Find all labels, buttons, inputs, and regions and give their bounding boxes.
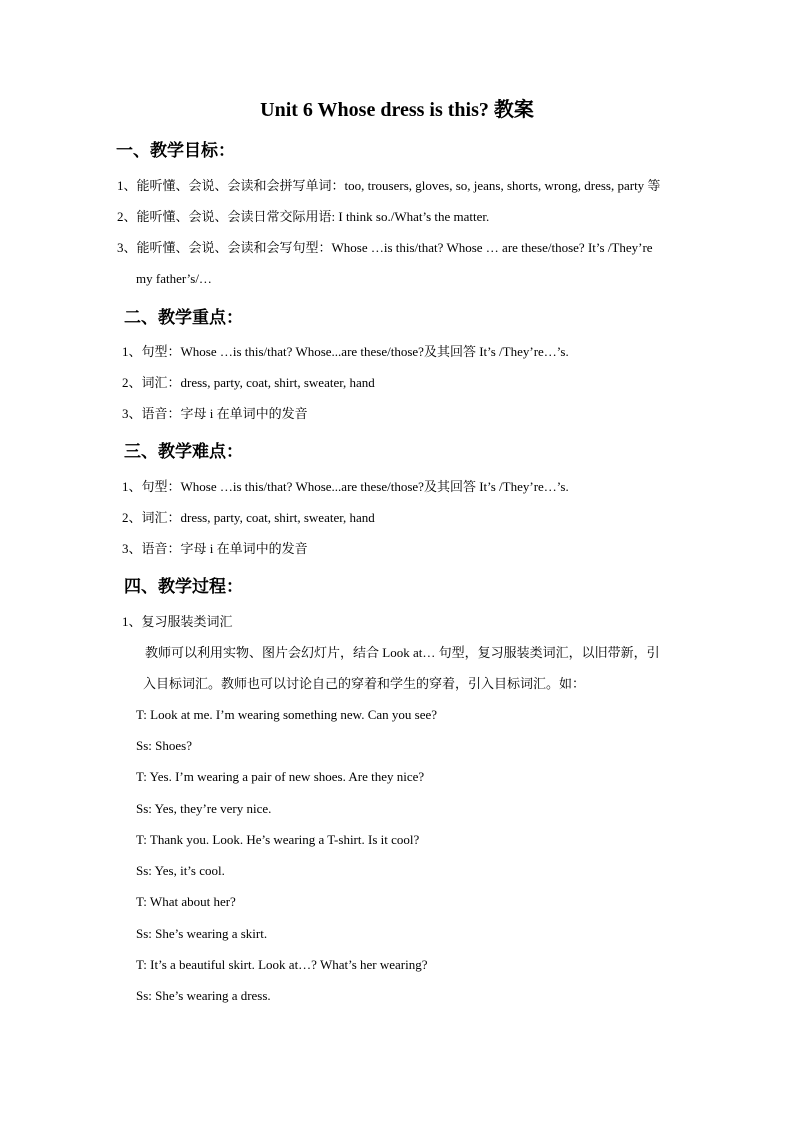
difficulty-item-2: 2、词汇：dress, party, coat, shirt, sweater, hand (122, 510, 375, 525)
difficulty-item-3: 3、语音：字母 i 在单词中的发音 (122, 541, 308, 556)
key-point-item-3: 3、语音：字母 i 在单词中的发音 (122, 406, 308, 421)
section-heading-key-points: 二、教学重点： (124, 308, 243, 327)
dialogue-line: Ss: Shoes? (136, 738, 192, 753)
dialogue-line: T: Thank you. Look. He’s wearing a T-shirt. Is it cool? (136, 832, 420, 847)
document-title: Unit 6 Whose dress is this? 教案 (260, 99, 534, 121)
key-point-item-1: 1、句型：Whose …is this/that? Whose...are these/those?及其回答 It’s /They’re…’s. (122, 344, 569, 359)
dialogue-line: T: What about her? (136, 894, 236, 909)
dialogue-line: T: Yes. I’m wearing a pair of new shoes. Are they nice? (136, 769, 425, 784)
process-step-1: 1、复习服装类词汇 (122, 614, 233, 629)
dialogue-line: T: It’s a beautiful skirt. Look at…? What’s her wearing? (136, 957, 428, 972)
section-heading-difficulties: 三、教学难点： (124, 442, 243, 461)
section-heading-goals: 一、教学目标： (116, 141, 235, 160)
key-point-item-2: 2、词汇：dress, party, coat, shirt, sweater, hand (122, 375, 375, 390)
dialogue-line: Ss: Yes, it’s cool. (136, 863, 225, 878)
goal-item-2: 2、能听懂、会说、会读日常交际用语: I think so./What’s the matter. (117, 209, 490, 224)
dialogue-line: Ss: She’s wearing a skirt. (136, 926, 268, 941)
dialogue-line: Ss: Yes, they’re very nice. (136, 801, 272, 816)
process-paragraph-line-1: 教师可以利用实物、图片会幻灯片，结合 Look at… 句型，复习服装类词汇，以旧带新，引 (145, 645, 660, 660)
goal-item-1: 1、能听懂、会说、会读和会拼写单词：too, trousers, gloves, so, jeans, shorts, wrong, dress, party 等 (117, 178, 661, 193)
difficulty-item-1: 1、句型：Whose …is this/that? Whose...are these/those?及其回答 It’s /They’re…’s. (122, 479, 569, 494)
dialogue-line: Ss: She’s wearing a dress. (136, 988, 271, 1003)
dialogue-line: T: Look at me. I’m wearing something new. Can you see? (136, 707, 438, 722)
goal-item-3-continued: my father’s/… (136, 271, 212, 286)
goal-item-3: 3、能听懂、会说、会读和会写句型：Whose …is this/that? Whose … are these/those? It’s /They’re (117, 240, 653, 255)
process-paragraph-line-2: 入目标词汇。教师也可以讨论自己的穿着和学生的穿着，引入目标词汇。如： (143, 676, 586, 691)
section-heading-process: 四、教学过程： (124, 577, 243, 596)
